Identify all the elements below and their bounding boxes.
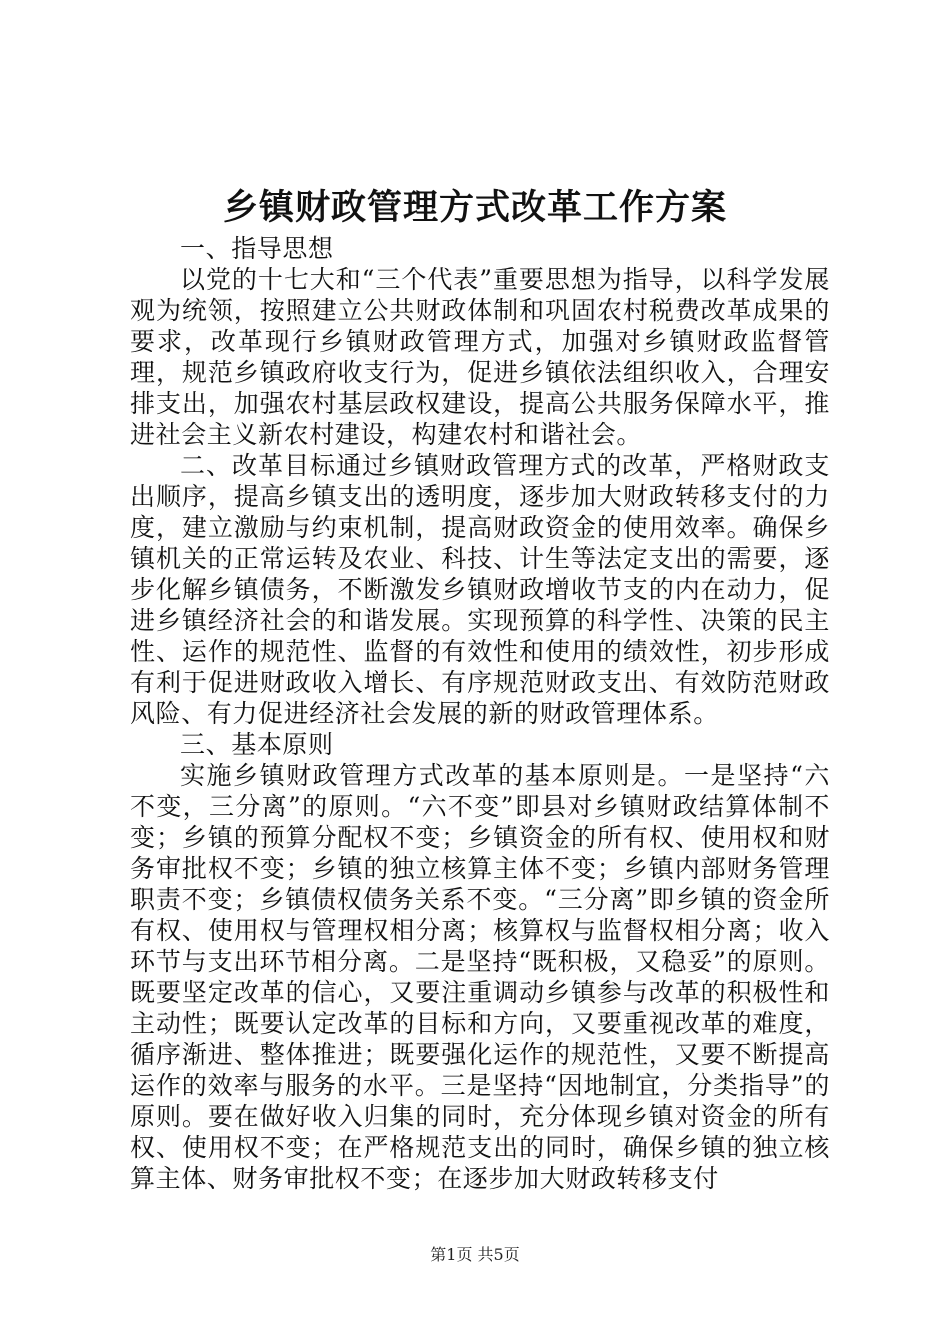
page-number-footer: 第1页 共5页 — [430, 1245, 520, 1264]
paragraph-basic-principles: 实施乡镇财政管理方式改革的基本原则是。一是坚持“六不变，三分离”的原则。“六不变”即县对乡镇财政结算体制不变；乡镇的预算分配权不变；乡镇资金的所有权、使用权和财务审批权不变；乡镇的独立核算主体不变；乡镇内部财务管理职责不变；乡镇债权债务关系不变。“三分离”即乡镇的资金所有权、使用权与管理权相分离；核算权与监督权相分离；收入环节与支出环节相分离。二是坚持“既积极，又稳妥”的原则。既要坚定改革的信心，又要注重调动乡镇参与改革的积极性和主动性；既要认定改革的目标和方向，又要重视改革的难度，循序渐进、整体推进；既要强化运作的规范性，又要不断提高运作的效率与服务的水平。三是坚持“因地制宜，分类指导”的原则。要在做好收入归集的同时，充分体现乡镇对资金的所有权、使用权不变；在严格规范支出的同时，确保乡镇的独立核算主体、财务审批权不变；在逐步加大财政转移支付 — [130, 761, 830, 1193]
document-body — [130, 233, 830, 1194]
section-heading-basic-principles: 三、基本原则 — [180, 730, 334, 759]
document-title: 乡镇财政管理方式改革工作方案 — [222, 187, 727, 228]
paragraph-guiding-ideology: 以党的十七大和“三个代表”重要思想为指导，以科学发展观为统领，按照建立公共财政体制和巩固农村税费改革成果的要求，改革现行乡镇财政管理方式，加强对乡镇财政监督管理，规范乡镇政府收支行为，促进乡镇依法组织收入，合理安排支出，加强农村基层政权建设，提高公共服务保障水平，推进社会主义新农村建设，构建农村和谐社会。 — [130, 265, 830, 449]
paragraph-reform-goals: 二、改革目标通过乡镇财政管理方式的改革，严格财政支出顺序，提高乡镇支出的透明度，逐步加大财政转移支付的力度，建立激励与约束机制，提高财政资金的使用效率。确保乡镇机关的正常运转及农业、科技、计生等法定支出的需要，逐步化解乡镇债务，不断激发乡镇财政增收节支的内在动力，促进乡镇经济社会的和谐发展。实现预算的科学性、决策的民主性、运作的规范性、监督的有效性和使用的绩效性，初步形成有利于促进财政收入增长、有序规范财政支出、有效防范财政风险、有力促进经济社会发展的新的财政管理体系。 — [130, 451, 830, 728]
section-heading-guiding-ideology: 一、指导思想 — [180, 234, 334, 263]
